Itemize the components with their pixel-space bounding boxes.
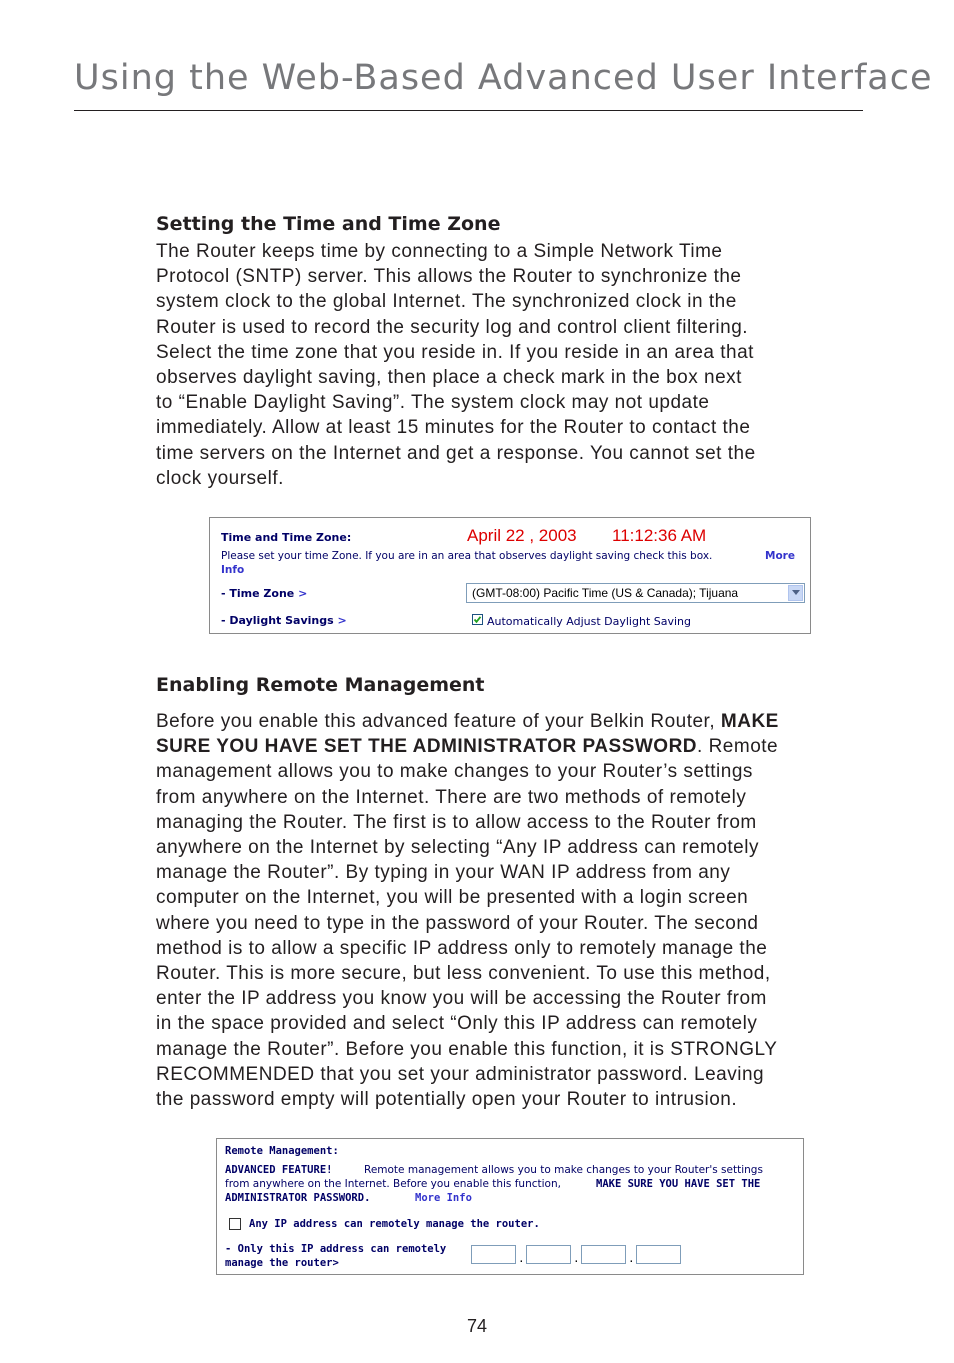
body-line: time servers on the Internet and get a response. You cannot set the: [156, 442, 756, 464]
advanced-feature-warning: ADMINISTRATOR PASSWORD.: [225, 1192, 371, 1204]
any-ip-checkbox[interactable]: [229, 1218, 241, 1230]
time-zone-select[interactable]: [466, 583, 805, 603]
body-line: enter the IP address you know you will be accessing the Router from: [156, 988, 767, 1010]
page-number: 74: [466, 1316, 488, 1336]
body-line: The Router keeps time by connecting to a Simple Network Time: [156, 241, 723, 262]
panel-description: Please set your time Zone. If you are in an area that observes daylight saving check this box.: [221, 550, 713, 562]
body-line: manage the Router”. By typing in your WAN IP address from any: [156, 862, 731, 884]
more-info-link[interactable]: More Info: [415, 1192, 472, 1204]
more-info-link-cont[interactable]: Info: [221, 564, 245, 576]
more-info-link[interactable]: More: [765, 550, 795, 562]
checkmark-icon: [473, 615, 482, 624]
body-line: system clock to the global Internet. The synchronized clock in the: [156, 291, 737, 313]
panel-title: Remote Management:: [225, 1145, 339, 1157]
ip-separator: .: [573, 1252, 580, 1265]
section-body-time: [156, 239, 856, 491]
chevron-down-icon: [792, 590, 800, 596]
body-line: clock yourself.: [156, 467, 284, 489]
only-ip-label: - Only this IP address can remotely: [225, 1243, 447, 1255]
advanced-feature-label: ADVANCED FEATURE!: [225, 1164, 333, 1176]
body-line: method is to allow a specific IP address only to remotely manage the: [156, 937, 768, 959]
ip-separator: .: [518, 1252, 525, 1265]
advanced-feature-text: Remote management allows you to make changes to your Router's settings: [364, 1164, 763, 1176]
only-ip-label: manage the router>: [225, 1257, 339, 1269]
dropdown-button[interactable]: [788, 585, 803, 601]
body-line: [156, 734, 856, 759]
page-title: Using the Web-Based Advanced User Interface: [74, 58, 933, 98]
body-line: computer on the Internet, you will be presented with a login screen: [156, 887, 749, 909]
body-line: anywhere on the Internet by selecting “Any IP address can remotely: [156, 837, 759, 859]
advanced-feature-text: from anywhere on the Internet. Before you enable this function,: [225, 1178, 561, 1190]
section-heading-time: Setting the Time and Time Zone: [156, 213, 501, 235]
body-line: where you need to type in the password of your Router. The second: [156, 912, 759, 934]
time-zone-value: (GMT-08:00) Pacific Time (US & Canada); Tijuana: [472, 586, 739, 600]
timezone-panel: [209, 517, 811, 634]
body-text-run: . Remote: [697, 736, 779, 758]
current-time: 11:12:36 AM: [612, 526, 707, 545]
body-line: to “Enable Daylight Saving”. The system clock may not update: [156, 392, 710, 414]
current-date: April 22 , 2003: [467, 526, 577, 545]
chevron-right-icon: >: [298, 587, 308, 600]
any-ip-label: Any IP address can remotely manage the router.: [249, 1218, 540, 1230]
body-line: observes daylight saving, then place a check mark in the box next: [156, 367, 742, 389]
body-line: immediately. Allow at least 15 minutes for the Router to contact the: [156, 417, 751, 439]
section-body-remote: [156, 709, 856, 1112]
body-line: management allows you to make changes to your Router’s settings: [156, 761, 753, 783]
ip-octet-4-input[interactable]: [636, 1245, 681, 1264]
title-rule: [74, 110, 863, 111]
daylight-label: [221, 614, 347, 627]
body-text-emphasis: MAKE: [720, 711, 779, 732]
time-zone-label-text: - Time Zone: [221, 587, 295, 600]
ip-octet-2-input[interactable]: [526, 1245, 571, 1264]
body-line: manage the Router”. Before you enable this function, it is STRONGLY: [156, 1038, 778, 1060]
ip-octet-1-input[interactable]: [471, 1245, 516, 1264]
time-zone-label: [221, 587, 307, 600]
body-line: [156, 709, 856, 734]
body-text-run: Before you enable this advanced feature of your Belkin Router,: [156, 711, 716, 732]
panel-title: Time and Time Zone:: [221, 531, 352, 544]
section-heading-remote: Enabling Remote Management: [156, 674, 485, 696]
body-line: Router is used to record the security log and control client filtering.: [156, 316, 749, 338]
daylight-label-text: - Daylight Savings: [221, 614, 334, 627]
remote-management-panel: [216, 1138, 804, 1275]
body-line: the password empty will potentially open your Router to intrusion.: [156, 1089, 738, 1111]
ip-separator: .: [628, 1252, 635, 1265]
body-line: managing the Router. The first is to allow access to the Router from: [156, 811, 757, 833]
body-line: from anywhere on the Internet. There are two methods of remotely: [156, 786, 747, 808]
daylight-checkbox[interactable]: [472, 614, 483, 625]
ip-octet-3-input[interactable]: [581, 1245, 626, 1264]
chevron-right-icon: >: [337, 614, 347, 627]
body-line: in the space provided and select “Only this IP address can remotely: [156, 1013, 758, 1035]
daylight-checkbox-label: Automatically Adjust Daylight Saving: [487, 615, 691, 628]
body-text-emphasis: SURE YOU HAVE SET THE ADMINISTRATOR PASSWORD: [156, 736, 698, 758]
body-line: RECOMMENDED that you set your administrator password. Leaving: [156, 1063, 765, 1085]
body-line: Router. This is more secure, but less convenient. To use this method,: [156, 963, 771, 985]
body-line: Select the time zone that you reside in. If you reside in an area that: [156, 341, 754, 363]
body-line: Protocol (SNTP) server. This allows the Router to synchronize the: [156, 266, 742, 288]
advanced-feature-warning: MAKE SURE YOU HAVE SET THE: [596, 1178, 761, 1190]
